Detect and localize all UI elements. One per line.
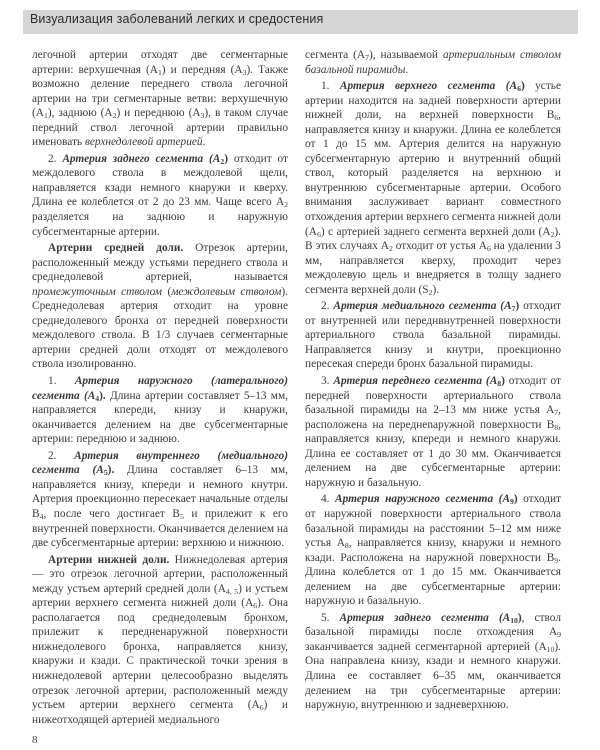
- paragraph: 1. Артерия наружного (латерального) сегмента $(А_4)$. Длина артерии составляет 5–13 мм, направляется кпереди, книзу и кнаружи, оканчивается делением на две субсегментарные артерии: переднюю и заднюю.: [32, 375, 289, 446]
- section-heading: Артерии нижней доли.: [48, 553, 170, 566]
- paragraph: 4. Артерия наружного сегмента $(А_9)$ отходит от наружной поверхности артериального ствола базальной пирамиды на расстоянии 5–12 мм ниже устья $А_8$, направляется книзу, кнаружи и немного кзади. Расположена на наружной поверхности $В_9$. Длина колеблется от 1 до 15 мм. Оканчивается делением на две субсегментарные артерии: наружную и базальную.: [305, 493, 562, 608]
- section-heading: Артерии средней доли.: [48, 242, 184, 255]
- paragraph: легочной артерии отходят две сегментарные артерии: верхушечная $(А_1)$ и передняя $(А_3)$. Также возможно деление переднего ствола легочной артерии на три сегментарные ветви: верхушечную $(А_1)$, заднюю $(А_2)$ и переднюю $(А_3)$, в таком случае передний ствол легочной артерии правильно именовать верхнедолевой артерией.: [32, 49, 289, 149]
- paragraph: 2. Артерия медиального сегмента $(А_7)$ отходит от внутренней или переднвнутренней поверхности артериального ствола базальной пирамиды. Направляется книзу и кнутри, проекционно пересекая спереди бронх базальной пирамиды.: [305, 300, 561, 371]
- paragraph: 2. Артерия заднего сегмента $(А_2)$ отходит от междолевого ствола в междолевой щели, направляется кзади немного кнаружи и кверху. Длина ее колеблется от 2 до 23 мм. Чаще всего $А_2$ разделяется на заднюю и наружную субсегментарные артерии.: [32, 152, 288, 238]
- header-title: Визуализация заболеваний легких и средостения: [30, 12, 324, 26]
- page-number: 8: [32, 734, 38, 746]
- paragraph: 2. Артерия внутреннего (медиального) сегмента $(А_5)$. Длина составляет 6–13 мм, направляется книзу, кпереди и немного кнутри. Артерия проекционно пересекает начальные отделы $В_4$, после чего достигает $В_5$ и прилежит к его внутренней поверхности. Оканчивается делением на две субсегментарные артерии: верхнюю и нижнюю.: [32, 449, 288, 550]
- right-column: [305, 48, 561, 713]
- paragraph: сегмента $(А_7)$, называемой артериальным стволом базальной пирамиды.: [305, 49, 561, 76]
- paragraph: 1. Артерия верхнего сегмента $(А_6)$ устье артерии находится на задней поверхности артерии нижней доли, на верхней поверхности $В_6$, направляется книзу и кнаружи. Длина ее колеблется от 1 до 15 мм. Артерия делится на наружную субсегментарную артерию и внутренний общий ствол, который разделяется на верхнюю и внутреннюю субсегментарные артерии. Особого внимания заслуживает вариант совместного отхождения артерии верхнего сегмента нижней доли $(А_6)$ с артерией заднего сегмента верхней доли $(А_2)$. В этих случаях $А_2$ отходит от устья $А_6$ на удалении 3 мм, направляется кверху, проходит через междолевую щель и внедряется в толщу заднего сегмента верхней доли $(S_2)$.: [305, 80, 562, 297]
- paragraph: Артерии средней доли. Отрезок артерии, расположенный между устьями переднего ствола и среднедолевой артерией, называется промежуточным стволом (междолевым стволом). Среднедолевая артерия отходит на уровне среднедолевого бронха от передней поверхности междолевого ствола. В 1/3 случаев сегментарные артерии средней доли отходят от междолевого ствола изолированно.: [32, 242, 288, 371]
- paragraph: 5. Артерия заднего сегмента $(А_{10})$, ствол базальной пирамиды после отхождения $А_9$ заканчивается задней сегментарной артерией $(А_{10})$. Она направлена книзу, кзади и немного кнаружи. Длина ее составляет 6–35 мм, оканчивается делением на три субсегментарные артерии: наружную, внутреннюю и задневерхнюю.: [305, 611, 561, 712]
- paragraph: 3. Артерия переднего сегмента $(А_8)$ отходит от передней поверхности артериального ствола базальной пирамиды на 2–13 мм ниже устья $А_7$, расположена на переднenаружной поверхности $В_8$, направляется книзу, кпереди и немного кнаружи. Длина ее составляет от 1 до 30 мм. Оканчивается делением на две субсегментарные артерии: наружную и базальную.: [305, 375, 562, 489]
- paragraph: Артерии нижней доли. Нижнедолевая артерия — это отрезок легочной артерии, расположенный между устьем артерий средней доли $(А_{4, 5})$ и устьем артерии верхнего сегмента нижней доли $(А_6)$. Она располагается под среднедолевым бронхом, прилежит к передненаружной поверхности нижнедолевого бронха, направляется книзу, кнаружи и кзади. С практической точки зрения в нижнедолевой артерии целесообразно выделять отрезок легочной артерии, расположенный между устьем артерии верхнего сегмента $(А_6)$ и нижеотходящей артерией медиального: [32, 553, 289, 726]
- running-header: [0, 0, 600, 36]
- left-column: [32, 48, 288, 727]
